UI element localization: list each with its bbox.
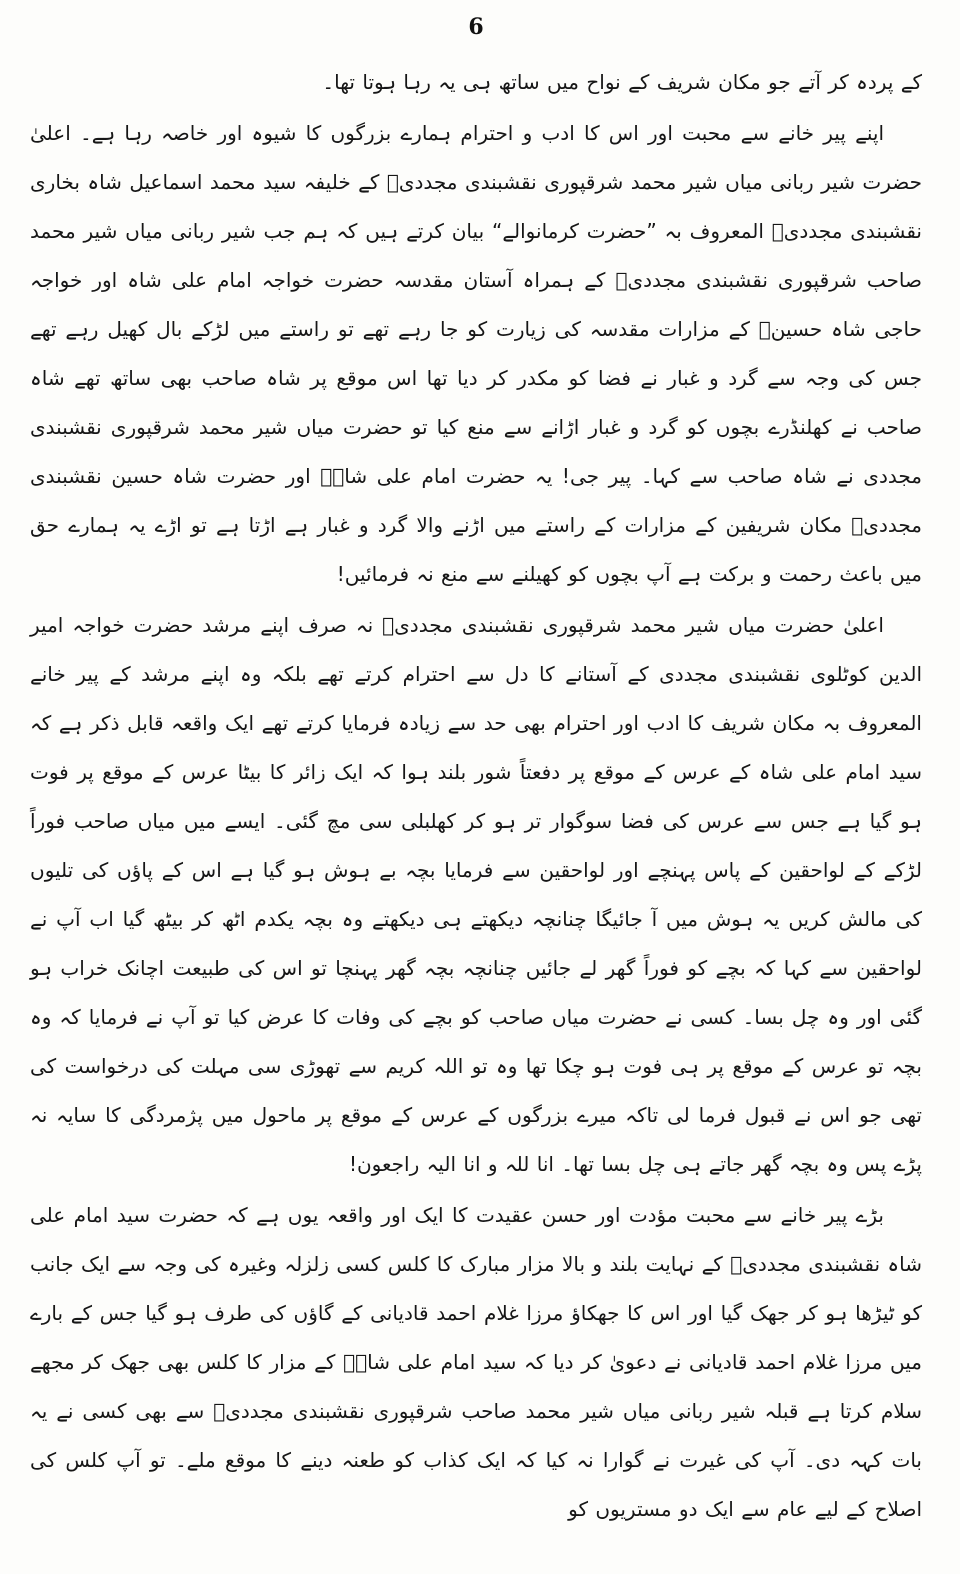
paragraph: بڑے پیر خانے سے محبت مؤدت اور حسن عقیدت کا ایک اور واقعہ یوں ہے کہ حضرت سید امام علی شاہ نقشبندی مجددیؒ کے نہایت بلند و بالا مزار مبارک کا کلس کسی زلزلہ وغیرہ کی وجہ سے ایک جانب کو ٹیڑھا ہو کر جھک گیا اور اس کا جھکاؤ مرزا غلام احمد قادیانی کے گاؤں کی طرف ہو گیا جس کے بارے میں مرزا غلام احمد قادیانی نے دعویٰ کر دیا کہ سید امام علی شاہؒ کے مزار کا کلس بھی جھک کر مجھے سلام کرتا ہے قبلہ شیر ربانی میاں شیر محمد صاحب شرقپوری نقشبندی مجددیؒ سے بھی کسی نے یہ بات کہہ دی۔ آپ کی غیرت نے گوارا نہ کیا کہ ایک کذاب کو طعنہ دینے کا موقع ملے۔ تو آپ کلس کی اصلاح کے لیے عام سے ایک دو مستریوں کو bbox=[30, 1203, 922, 1521]
body-text bbox=[30, 58, 922, 1534]
paragraph-continuation: کے پردہ کر آتے جو مکان شریف کے نواح میں ساتھ ہی یہ رہا ہوتا تھا۔ bbox=[322, 70, 922, 94]
paragraph: اپنے پیر خانے سے محبت اور اس کا ادب و احترام ہمارے بزرگوں کا شیوہ اور خاصہ رہا ہے۔ اعلیٰ حضرت شیر ربانی میاں شیر محمد شرقپوری نقشبندی مجددیؒ کے خلیفہ سید محمد اسماعیل شاہ بخاری نقشبندی مجددیؒ المعروف بہ ”حضرت کرمانوالے“ بیان کرتے ہیں کہ ہم جب شیر ربانی میاں شیر محمد صاحب شرقپوری نقشبندی مجددیؒ کے ہمراہ آستان مقدسہ حضرت خواجہ امام علی شاہ اور خواجہ حاجی شاہ حسینؒ کے مزارات مقدسہ کی زیارت کو جا رہے تھے تو راستے میں لڑکے بال کھیل رہے تھے جس کی وجہ سے گرد و غبار نے فضا کو مکدر کر دیا تھا اس موقع پر شاہ صاحب بھی ساتھ تھے شاہ صاحب نے کھلنڈرے بچوں کو گرد و غبار اڑانے سے منع کیا تو حضرت میاں شیر محمد شرقپوری نقشبندی مجددی نے شاہ صاحب سے کہا۔ پیر جی! یہ حضرت امام علی شاہؒ اور حضرت شاہ حسین نقشبندی مجددیؒ مکان شریفین کے مزارات کے راستے میں اڑنے والا گرد و غبار ہے اڑتا ہے تو اڑے یہ ہمارے حق میں باعث رحمت و برکت ہے آپ بچوں کو کھیلنے سے منع نہ فرمائیں! bbox=[30, 121, 922, 586]
paragraph: اعلیٰ حضرت میاں شیر محمد شرقپوری نقشبندی مجددیؒ نہ صرف اپنے مرشد حضرت خواجہ امیر الدین کوٹلوی نقشبندی مجددی کے آستانے کا دل سے احترام کرتے تھے بلکہ وہ اپنے مرشد کے پیر خانے المعروف بہ مکان شریف کا ادب اور احترام بھی حد سے زیادہ فرمایا کرتے تھے ایک واقعہ قابل ذکر ہے کہ سید امام علی شاہ کے عرس کے موقع پر دفعتاً شور بلند ہوا کہ ایک زائر کا بیٹا عرس کے موقع پر فوت ہو گیا ہے جس سے عرس کی فضا سوگوار تر ہو کر کھلبلی سی مچ گئی۔ ایسے میں میاں صاحب فوراً لڑکے کے لواحقین کے پاس پہنچے اور لواحقین سے فرمایا بچہ بے ہوش ہو گیا ہے اس کے پاؤں کی تلیوں کی مالش کریں یہ ہوش میں آ جائیگا چنانچہ دیکھتے ہی دیکھتے وہ بچہ یکدم اٹھ کر بیٹھ گیا اب آپ نے لواحقین سے کہا کہ بچے کو فوراً گھر لے جائیں چنانچہ بچہ گھر پہنچا تو اس کی طبیعت اچانک خراب ہو گئی اور وہ چل بسا۔ کسی نے حضرت میاں صاحب کو بچے کی وفات کا عرض کیا تو آپ نے فرمایا کہ وہ بچہ تو عرس کے موقع پر ہی فوت ہو چکا تھا وہ تو اللہ کریم سے تھوڑی سی مہلت کی درخواست کی تھی جو اس نے قبول فرما لی تاکہ میرے بزرگوں کے عرس کے موقع پر ماحول میں پژمردگی کا سایہ نہ پڑے پس وہ بچہ گھر جاتے ہی چل بسا تھا۔ انا للہ و انا الیہ راجعون! bbox=[30, 613, 923, 1176]
page-number: 6 bbox=[468, 14, 484, 40]
